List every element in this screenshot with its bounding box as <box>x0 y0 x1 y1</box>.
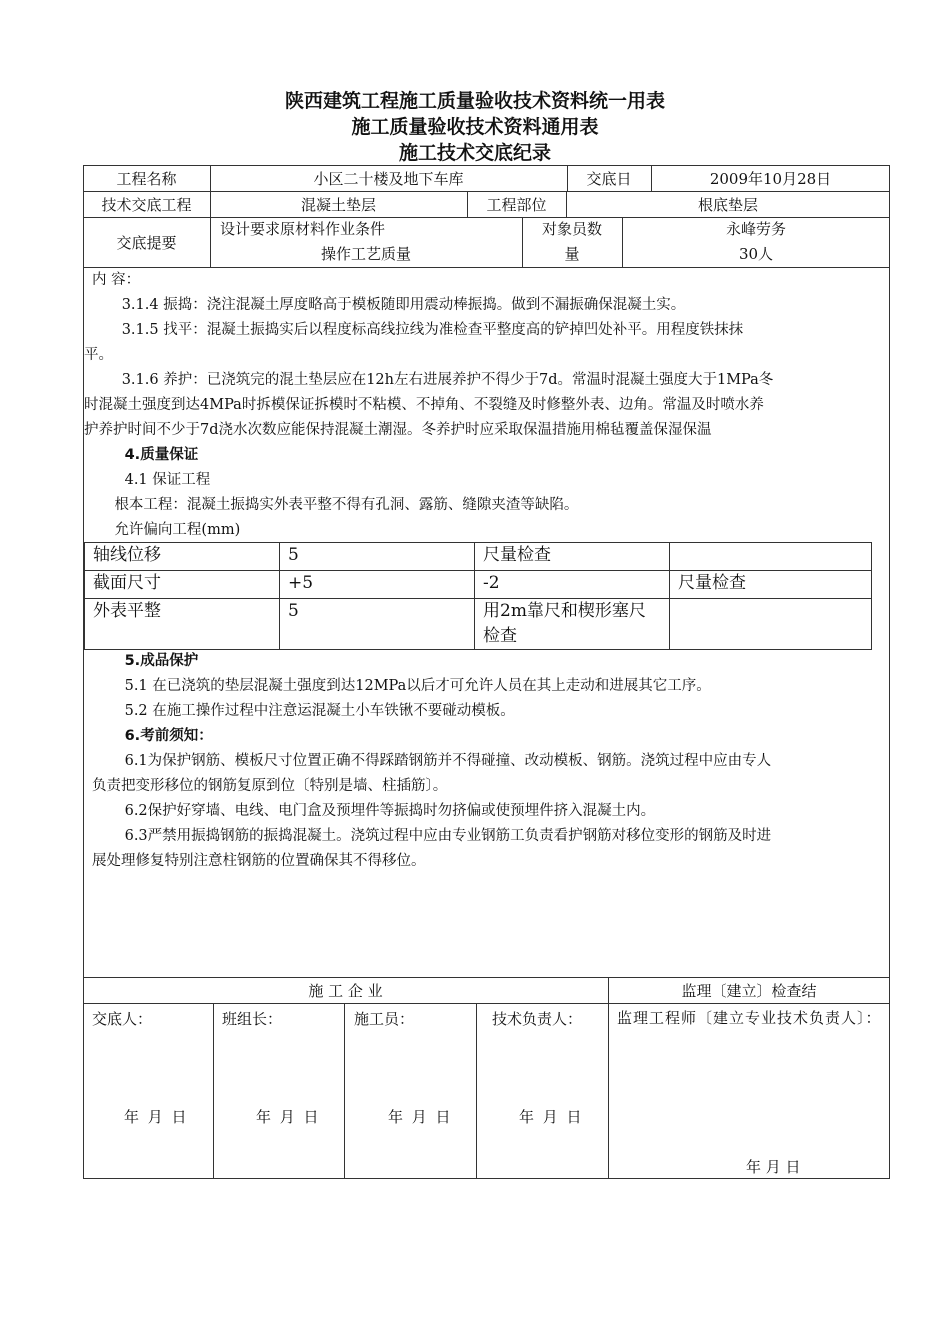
section-6-heading: 6.考前须知： <box>124 728 213 744</box>
deviation-value: -2 <box>475 571 670 599</box>
para-6-3-b: 展处理修复特别注意柱钢筋的位置确保其不得移位。 <box>92 853 426 869</box>
deviation-value: 5 <box>280 599 475 650</box>
deviation-value: +5 <box>280 571 475 599</box>
deviation-value: 尺量检查 <box>475 543 670 571</box>
allowable-deviation-heading: 允许偏向工程(mm) <box>114 522 241 538</box>
deviation-item: 外表平整 <box>85 599 280 650</box>
team-leader: 班组长： <box>222 1010 283 1028</box>
basic-items: 根本工程：混凝土振捣实外表平整不得有孔洞、露筋、缝隙夹渣等缺陷。 <box>114 497 579 513</box>
date-worker: 年 月 日 <box>388 1108 453 1126</box>
project-name-label: 工程名称 <box>116 169 177 188</box>
deviation-table <box>84 542 872 650</box>
section-5-heading: 5.成品保护 <box>124 653 199 669</box>
date-supervision: 年 月 日 <box>746 1158 801 1176</box>
part-label: 工程部位 <box>486 195 547 214</box>
date-label: 交底日 <box>586 169 632 188</box>
content-label: 内 容： <box>92 272 141 288</box>
para-3-1-6-c: 护养护时间不少于7d浇水次数应能保持混凝土潮湿。冬养护时应采取保温措施用棉毡覆盖保湿保温 <box>84 422 712 438</box>
section-4-heading: 4.质量保证 <box>124 447 199 463</box>
para-3-1-6-b: 时混凝土强度到达4MPa时拆模保证拆模时不粘模、不掉角、不裂缝及时修整外表、边角。常温及时喷水养 <box>84 397 764 413</box>
para-3-1-5-a: 3.1.5 找平：混凝土振捣实后以程度标高线拉线为准检查平整度高的铲掉凹处补平。用程度铁抹抹 <box>121 322 744 338</box>
para-3-1-5-b: 平。 <box>84 347 113 363</box>
deviation-value: 尺量检查 <box>670 571 872 599</box>
tech-lead: 技术负责人： <box>492 1010 583 1028</box>
deviation-value: 用2m靠尺和楔形塞尺检查 <box>475 599 670 650</box>
table-row <box>85 571 872 599</box>
deviation-value <box>670 543 872 571</box>
summary-label: 交底提要 <box>116 233 177 252</box>
supervision-header: 监理〔建立〕检查结 <box>681 981 817 1000</box>
title-block <box>0 88 950 166</box>
target-line-1: 永峰劳务 <box>725 220 786 238</box>
para-5-2: 5.2 在施工操作过程中注意运混凝土小车铁锹不要碰动模板。 <box>124 703 515 719</box>
company-header: 施 工 企 业 <box>308 981 383 1000</box>
para-6-1-a: 6.1为保护钢筋、模板尺寸位置正确不得踩踏钢筋并不得碰撞、改动模板、钢筋。浇筑过程中应由专人 <box>124 753 772 769</box>
construction-worker: 施工员： <box>354 1010 415 1028</box>
deviation-value <box>670 599 872 650</box>
deviation-item: 截面尺寸 <box>85 571 280 599</box>
para-3-1-4: 3.1.4 振捣：浇注混凝土厚度略高于模板随即用震动棒振捣。做到不漏振确保混凝土实。 <box>121 297 686 313</box>
date-team-leader: 年 月 日 <box>256 1108 321 1126</box>
content-area <box>84 268 884 543</box>
date-tech-lead: 年 月 日 <box>519 1108 584 1126</box>
target-label-2: 量 <box>564 245 580 263</box>
main-title: 陕西建筑工程施工质量验收技术资料统一用表 <box>284 90 665 112</box>
item-value: 混凝土垫层 <box>300 195 376 214</box>
supervising-engineer: 监理工程师〔建立专业技术负责人〕： <box>617 1009 882 1027</box>
deviation-item: 轴线位移 <box>85 543 280 571</box>
summary-line-1: 设计要求原材料作业条件 <box>220 220 386 238</box>
date-value: 2009年10月28日 <box>709 169 832 188</box>
summary-value <box>210 217 522 267</box>
project-name-value: 小区二十楼及地下车库 <box>313 169 464 188</box>
target-line-2: 30人 <box>738 245 774 263</box>
part-value: 根底垫层 <box>697 195 758 214</box>
table-row <box>85 543 872 571</box>
para-3-1-6-a: 3.1.6 养护：已浇筑完的混土垫层应在12h左右进展养护不得少于7d。常温时混凝土强度大于1MPa冬 <box>121 372 774 388</box>
para-6-2: 6.2保护好穿墙、电线、电门盒及预埋件等振捣时勿挤偏或使预埋件挤入混凝土内。 <box>124 803 656 819</box>
deviation-value: 5 <box>280 543 475 571</box>
target-label <box>522 217 622 267</box>
item-label: 技术交底工程 <box>101 195 192 214</box>
date-handover: 年 月 日 <box>124 1108 189 1126</box>
para-5-1: 5.1 在已浇筑的垫层混凝土强度到达12MPa以后才可允许人员在其上走动和进展其它工序。 <box>124 678 711 694</box>
para-6-1-b: 负责把变形移位的钢筋复原到位〔特别是墙、柱插筋〕。 <box>92 778 448 794</box>
sub-title: 施工质量验收技术资料通用表 <box>351 116 599 138</box>
para-6-3-a: 6.3严禁用振捣钢筋的振捣混凝土。浇筑过程中应由专业钢筋工负责看护钢筋对移位变形的钢筋及时进 <box>124 828 772 844</box>
section-4-1: 4.1 保证工程 <box>124 472 211 488</box>
target-label-1: 对象员数 <box>541 220 602 238</box>
form-title: 施工技术交底纪录 <box>398 142 551 164</box>
table-row <box>85 599 872 650</box>
summary-line-2: 操作工艺质量 <box>320 245 411 263</box>
target-value <box>622 217 890 267</box>
content-area-2 <box>84 649 884 874</box>
handover-person: 交底人： <box>92 1010 153 1028</box>
